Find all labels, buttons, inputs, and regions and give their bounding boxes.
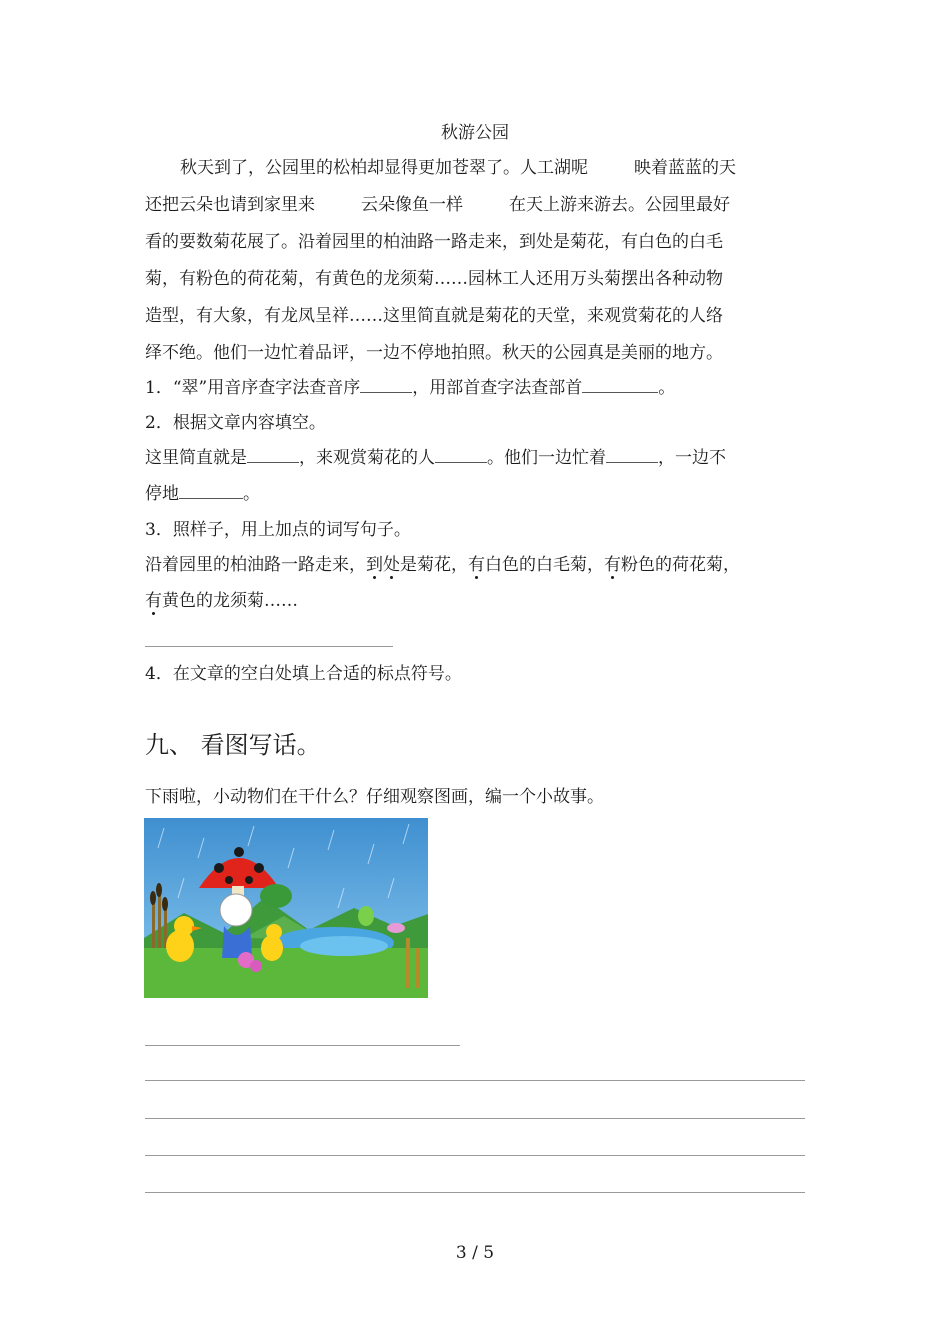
- question-2: 2．根据文章内容填空。: [145, 413, 326, 433]
- question-3: 3．照样子，用上加点的词写句子。: [145, 520, 411, 540]
- section-heading: 九、 看图写话。: [145, 731, 321, 759]
- answer-blank[interactable]: [606, 448, 658, 463]
- passage-line-1: 秋天到了，公园里的松柏却显得更加苍翠了。人工湖呢 映着蓝蓝的天: [180, 158, 736, 178]
- writing-prompt: 下雨啦，小动物们在干什么？仔细观察图画，编一个小故事。: [145, 787, 604, 807]
- answer-blank[interactable]: [360, 378, 412, 393]
- answer-blank[interactable]: [179, 484, 243, 499]
- answer-blank[interactable]: [435, 448, 487, 463]
- passage-line-6: 绎不绝。他们一边忙着品评，一边不停地拍照。秋天的公园真是美丽的地方。: [145, 343, 723, 363]
- question-3-example-line-2: 有黄色的龙须菊……: [145, 591, 298, 611]
- question-2-line-2: 停地 。: [145, 484, 260, 504]
- question-2-line-1: 这里简直就是 ，来观赏菊花的人 。他们一边忙着 ，一边不: [145, 448, 726, 468]
- answer-blank[interactable]: [582, 378, 658, 393]
- answer-line[interactable]: [145, 646, 393, 647]
- passage-line-4: 菊，有粉色的荷花菊，有黄色的龙须菊……园林工人还用万头菊摆出各种动物: [145, 269, 723, 289]
- writing-line[interactable]: [145, 1080, 805, 1081]
- question-3-example-line-1: 沿着园里的柏油路一路走来，到处是菊花，有白色的白毛菊，有粉色的荷花菊，: [145, 555, 740, 575]
- passage-line-3: 看的要数菊花展了。沿着园里的柏油路一路走来，到处是菊花，有白色的白毛: [145, 232, 723, 252]
- writing-line[interactable]: [145, 1192, 805, 1193]
- passage-line-5: 造型，有大象，有龙凤呈祥……这里简直就是菊花的天堂，来观赏菊花的人络: [145, 306, 723, 326]
- passage-line-2: 还把云朵也请到家里来 云朵像鱼一样 在天上游来游去。公园里最好: [145, 195, 730, 215]
- writing-line[interactable]: [145, 1118, 805, 1119]
- rainy-animals-illustration: [144, 818, 428, 998]
- writing-line[interactable]: [145, 1045, 460, 1046]
- writing-line[interactable]: [145, 1155, 805, 1156]
- question-1: 1．“翠”用音序查字法查音序 ，用部首查字法查部首 。: [145, 378, 676, 398]
- question-4: 4．在文章的空白处填上合适的标点符号。: [145, 664, 462, 684]
- answer-blank[interactable]: [247, 448, 299, 463]
- passage-title: 秋游公园: [441, 123, 509, 143]
- page-number: 3 / 5: [455, 1243, 495, 1263]
